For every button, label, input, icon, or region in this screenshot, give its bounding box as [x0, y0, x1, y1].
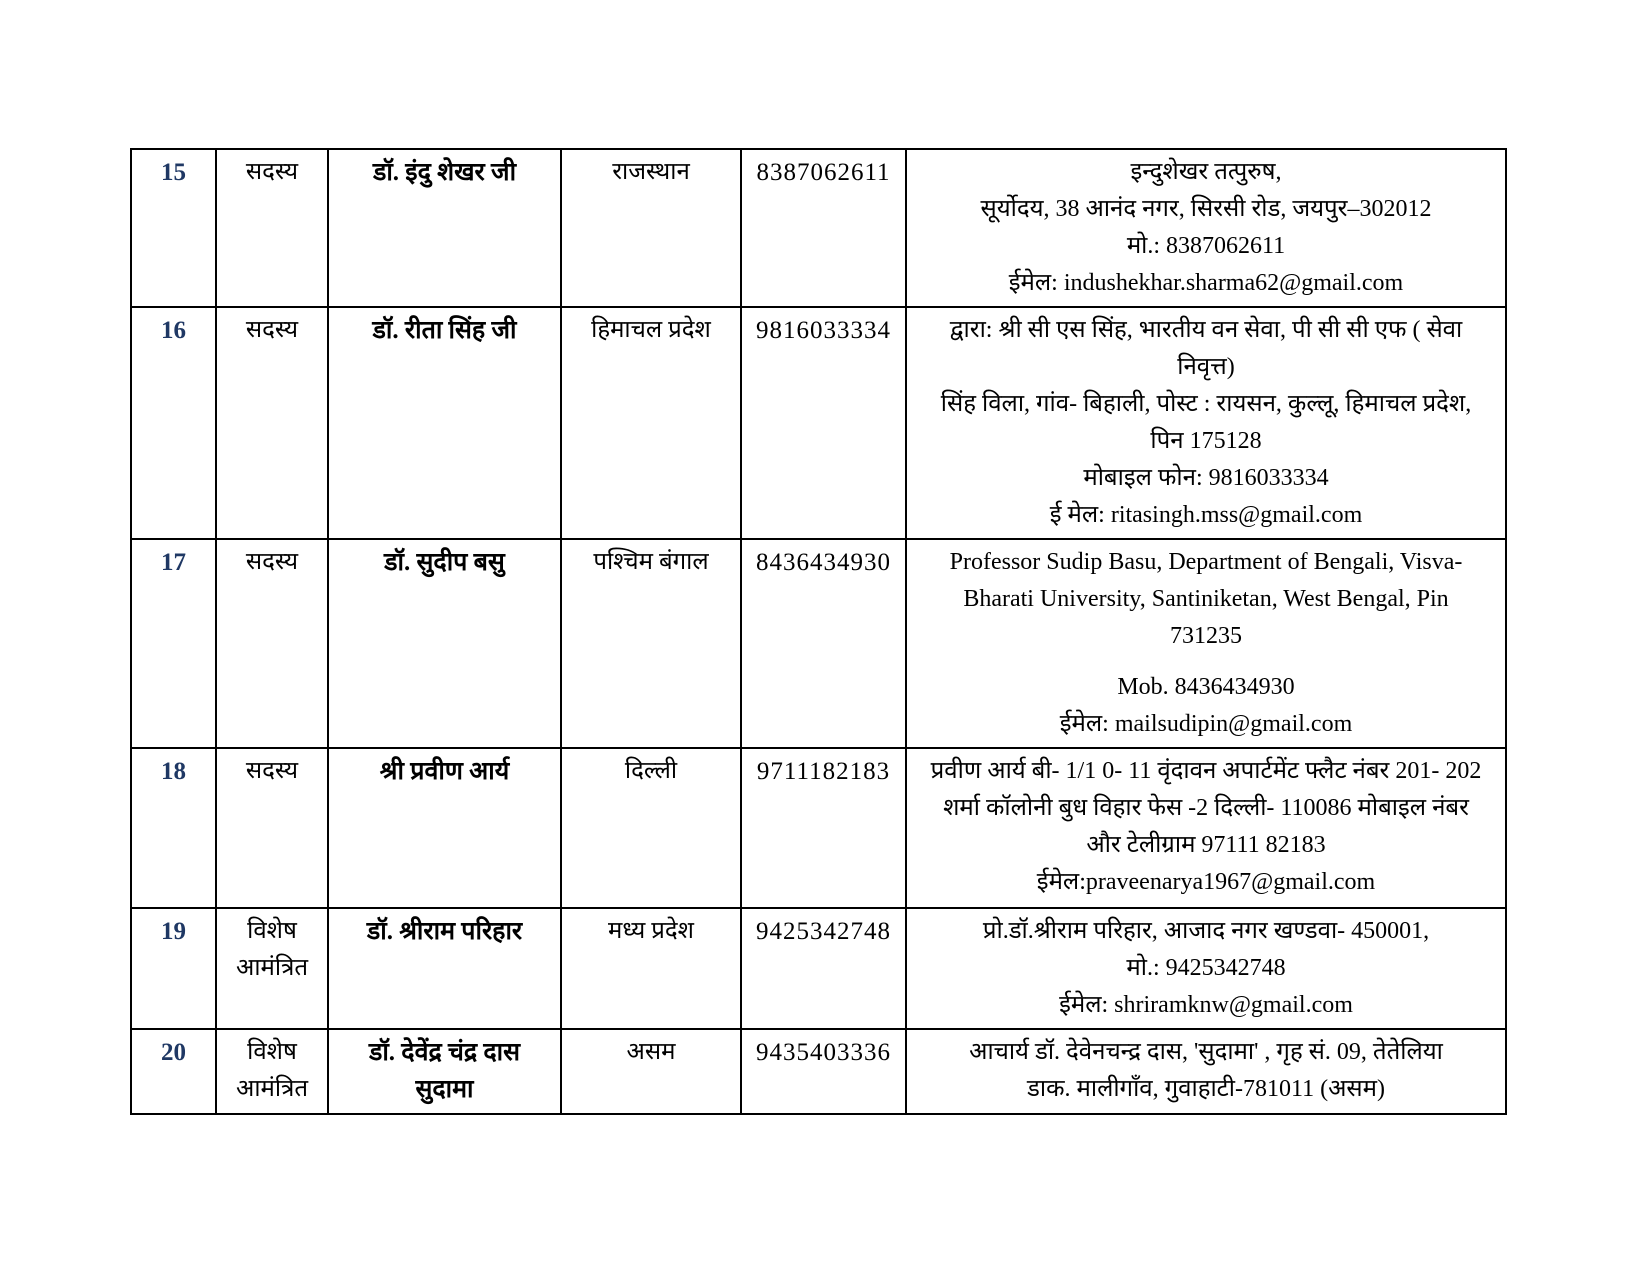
member-state-cell: राजस्थान	[561, 149, 741, 307]
address-line: मो.: 9425342748	[1126, 955, 1286, 981]
member-name-cell: डॉ. देवेंद्र चंद्र दास सुदामा	[328, 1029, 561, 1114]
address-line: पिन 175128	[1150, 428, 1262, 454]
member-name-cell: डॉ. सुदीप बसु	[328, 539, 561, 748]
member-name-cell: डॉ. श्रीराम परिहार	[328, 908, 561, 1029]
table-row	[131, 149, 1506, 307]
member-phone-cell: 9711182183	[741, 748, 906, 908]
table-row	[131, 307, 1506, 539]
address-line: ई मेल: ritasingh.mss@gmail.com	[1049, 502, 1363, 528]
address-line: निवृत्त)	[1177, 354, 1235, 380]
member-address-cell	[906, 908, 1506, 1029]
address-line: शर्मा कॉलोनी बुध विहार फेस -2 दिल्ली- 110086 मोबाइल नंबर	[943, 795, 1469, 821]
address-line: Mob. 8436434930	[1117, 674, 1295, 700]
member-address-cell	[906, 748, 1506, 908]
member-directory-table	[130, 148, 1507, 1115]
address-line: मो.: 8387062611	[1126, 233, 1286, 259]
address-line: और टेलीग्राम 97111 82183	[1086, 832, 1326, 858]
table-row	[131, 748, 1506, 908]
member-role-cell: सदस्य	[216, 149, 328, 307]
member-role-cell: विशेष आमंत्रित	[216, 908, 328, 1029]
address-line: ईमेल: shriramknw@gmail.com	[1059, 992, 1353, 1018]
address-line: ईमेल: indushekhar.sharma62@gmail.com	[1008, 270, 1404, 296]
address-line: प्रवीण आर्य बी- 1/1 0- 11 वृंदावन अपार्टमेंट फ्लैट नंबर 201- 202	[930, 758, 1482, 784]
address-line: द्वारा: श्री सी एस सिंह, भारतीय वन सेवा, पी सी सी एफ ( सेवा	[949, 317, 1463, 343]
member-number-cell: 18	[131, 748, 216, 908]
member-role-cell: सदस्य	[216, 539, 328, 748]
address-line: सूर्योदय, 38 आनंद नगर, सिरसी रोड, जयपुर–302012	[980, 196, 1432, 222]
member-address-cell	[906, 307, 1506, 539]
address-line: मोबाइल फोन: 9816033334	[1083, 465, 1329, 491]
member-number-cell: 15	[131, 149, 216, 307]
address-line: 731235	[1170, 623, 1242, 649]
address-line: इन्दुशेखर तत्पुरुष,	[1130, 159, 1282, 185]
member-address-cell	[906, 539, 1506, 748]
table-row	[131, 908, 1506, 1029]
member-role-cell: विशेष आमंत्रित	[216, 1029, 328, 1114]
address-line: सिंह विला, गांव- बिहाली, पोस्ट : रायसन, कुल्लू, हिमाचल प्रदेश,	[940, 391, 1472, 417]
member-number-cell: 16	[131, 307, 216, 539]
address-line: ईमेल: mailsudipin@gmail.com	[1059, 711, 1353, 737]
member-number-cell: 20	[131, 1029, 216, 1114]
member-address-cell	[906, 149, 1506, 307]
member-state-cell: पश्चिम बंगाल	[561, 539, 741, 748]
member-state-cell: असम	[561, 1029, 741, 1114]
member-phone-cell: 9435403336	[741, 1029, 906, 1114]
address-line: Bharati University, Santiniketan, West Bengal, Pin	[963, 586, 1449, 612]
address-line: प्रो.डॉ.श्रीराम परिहार, आजाद नगर खण्डवा- 450001,	[982, 918, 1430, 944]
member-phone-cell: 9425342748	[741, 908, 906, 1029]
member-role-cell: सदस्य	[216, 748, 328, 908]
member-phone-cell: 9816033334	[741, 307, 906, 539]
address-line: डाक. मालीगाँव, गुवाहाटी-781011 (असम)	[1027, 1076, 1385, 1102]
member-phone-cell: 8436434930	[741, 539, 906, 748]
address-line: Professor Sudip Basu, Department of Bengali, Visva-	[949, 549, 1463, 575]
member-name-cell: डॉ. इंदु शेखर जी	[328, 149, 561, 307]
member-phone-cell: 8387062611	[741, 149, 906, 307]
member-name-cell: डॉ. रीता सिंह जी	[328, 307, 561, 539]
member-state-cell: दिल्ली	[561, 748, 741, 908]
member-state-cell: मध्य प्रदेश	[561, 908, 741, 1029]
member-name-cell: श्री प्रवीण आर्य	[328, 748, 561, 908]
address-line: ईमेल:praveenarya1967@gmail.com	[1036, 869, 1376, 895]
member-number-cell: 17	[131, 539, 216, 748]
member-number-cell: 19	[131, 908, 216, 1029]
member-address-cell	[906, 1029, 1506, 1114]
address-line: आचार्य डॉ. देवेनचन्द्र दास, 'सुदामा' , गृह सं. 09, तेतेलिया	[969, 1039, 1443, 1065]
member-role-cell: सदस्य	[216, 307, 328, 539]
table-row	[131, 1029, 1506, 1114]
table-row	[131, 539, 1506, 748]
member-state-cell: हिमाचल प्रदेश	[561, 307, 741, 539]
